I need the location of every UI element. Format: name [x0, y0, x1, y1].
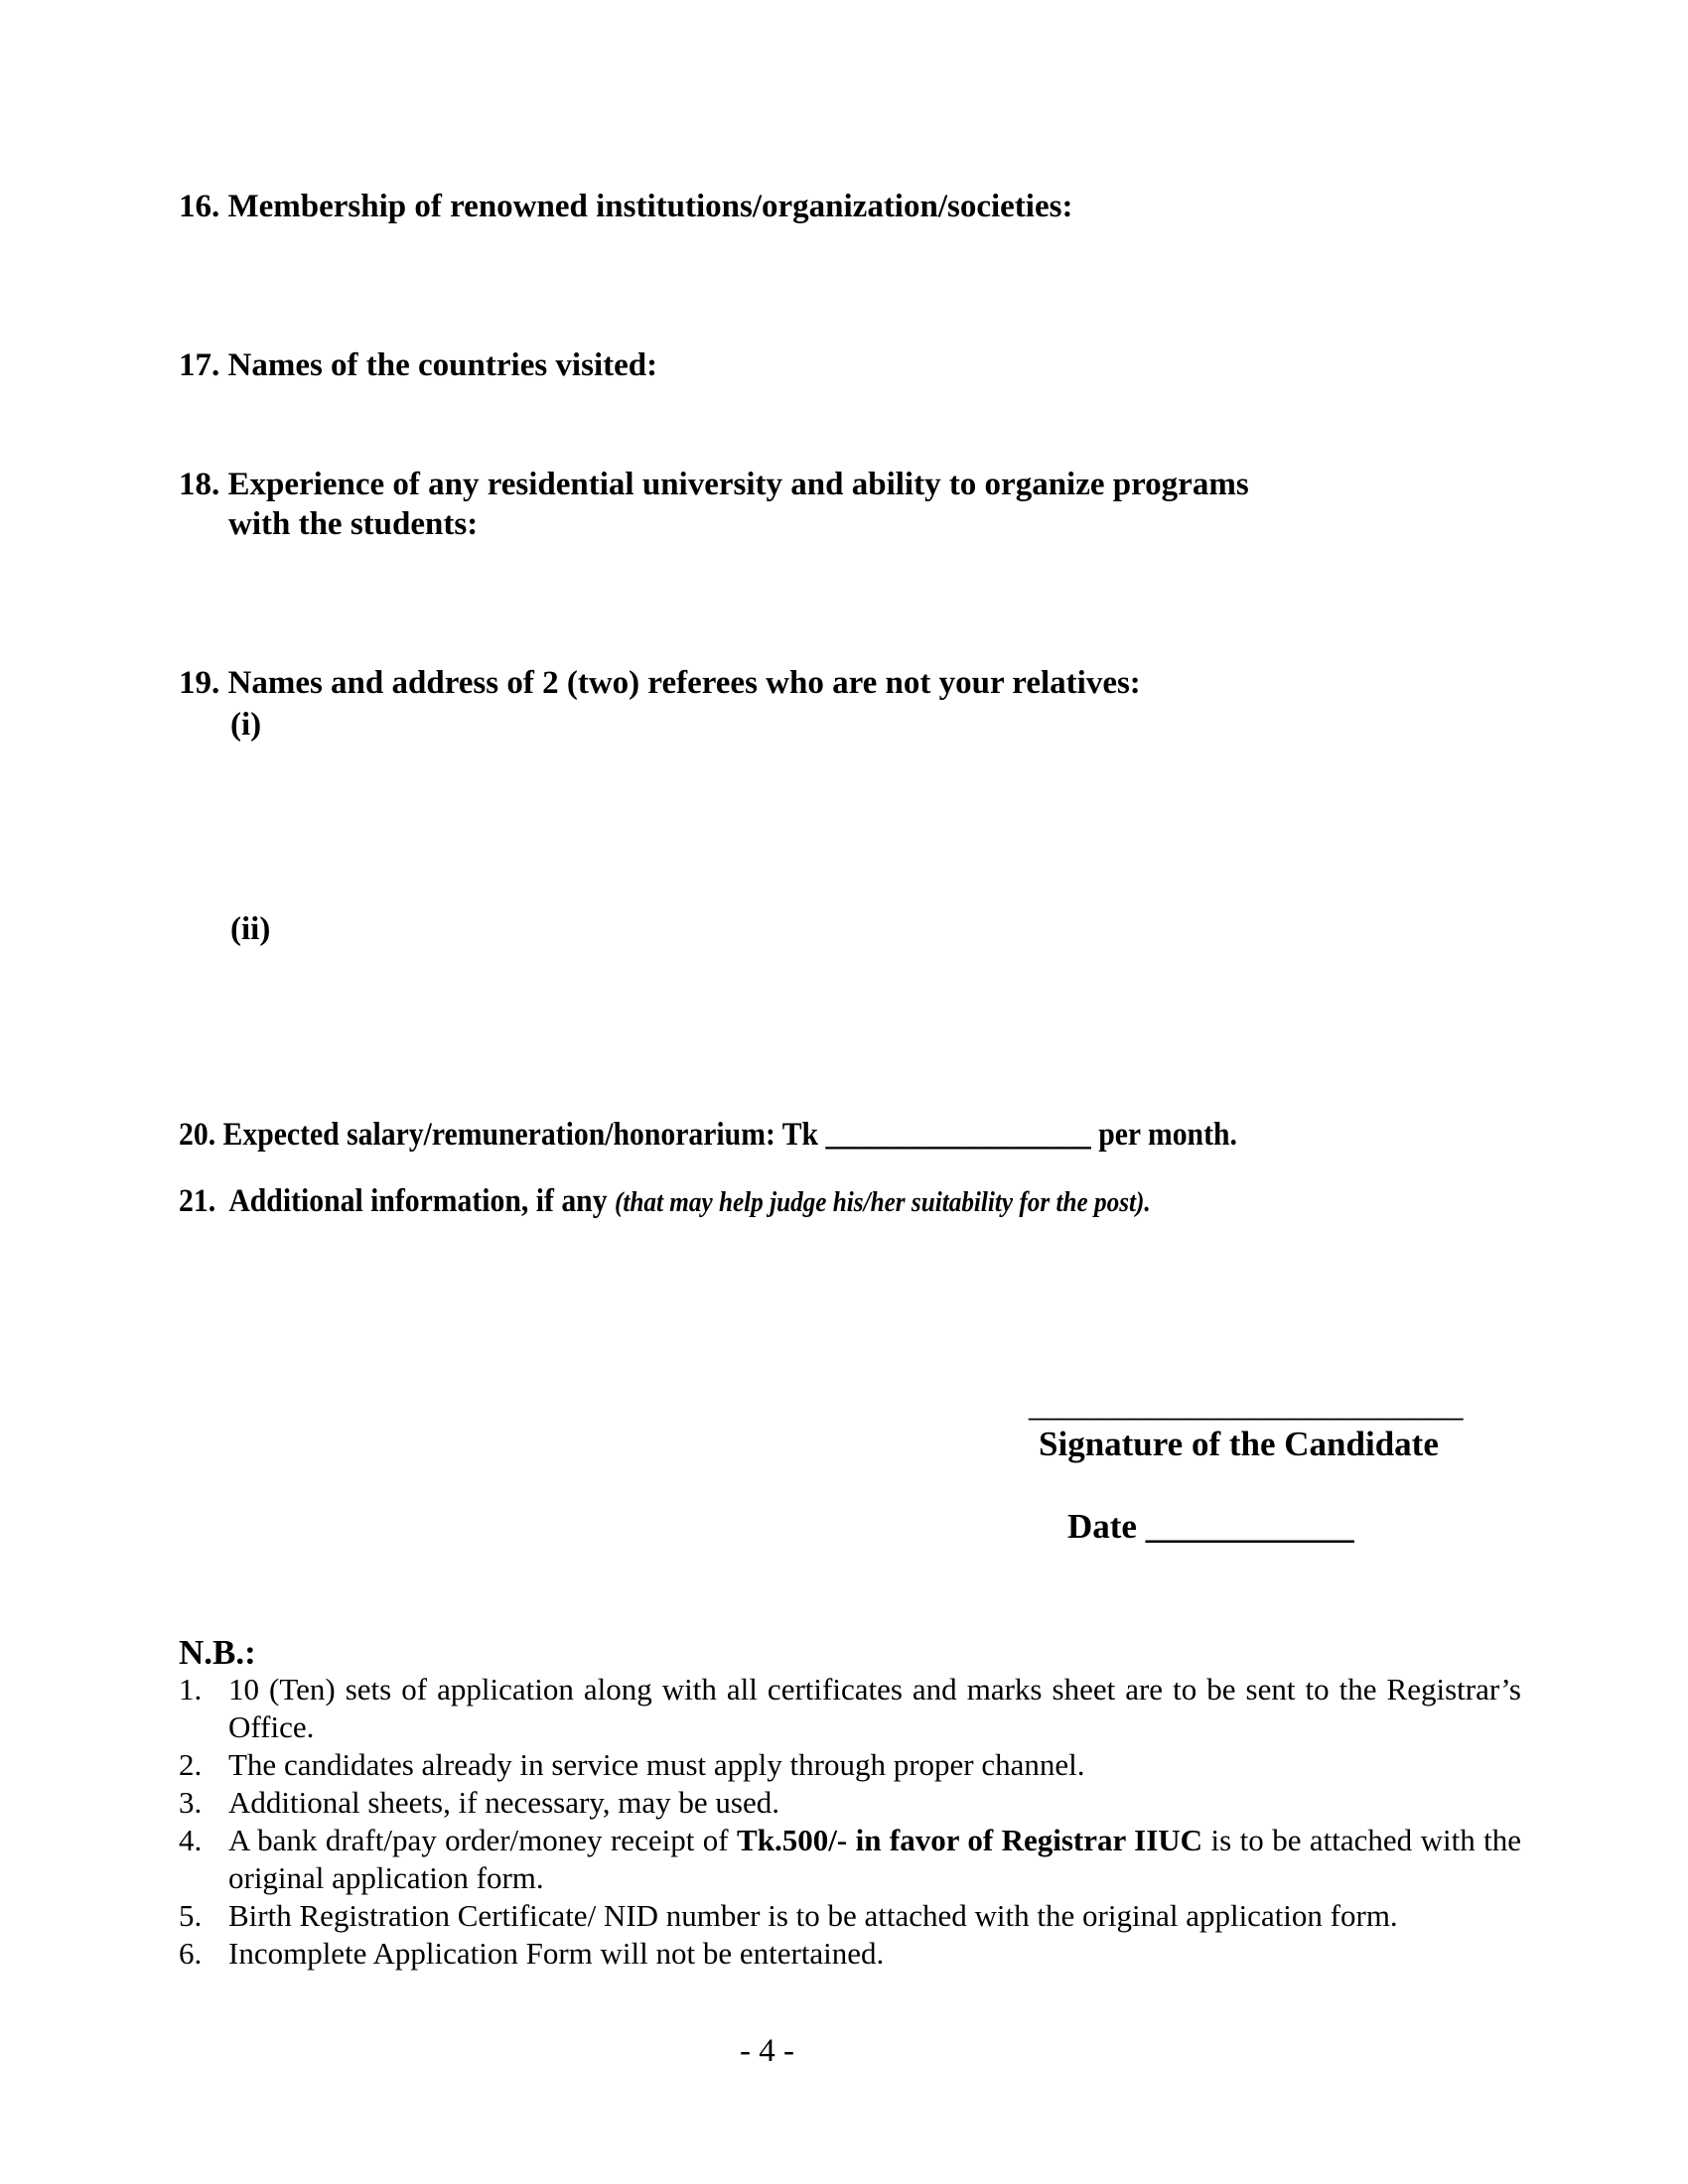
page-number: - 4 -	[740, 2033, 794, 2069]
referee-i-label: (i)	[230, 707, 262, 743]
question-19	[179, 665, 1141, 702]
nb-list	[179, 1671, 1521, 1973]
nb-item-index: 6.	[179, 1936, 203, 1971]
nb-item	[179, 1822, 1521, 1897]
nb-item	[179, 1671, 1521, 1746]
nb-item-index: 2.	[179, 1747, 203, 1782]
question-number: 16.	[179, 189, 220, 224]
nb-item	[179, 1935, 1521, 1973]
question-text-line2: with the students:	[228, 506, 479, 542]
date-blank[interactable]: ____________	[1145, 1507, 1354, 1546]
referee-ii-label: (ii)	[230, 911, 271, 947]
question-16	[179, 189, 1072, 225]
nb-item-index: 3.	[179, 1785, 203, 1820]
nb-item	[179, 1746, 1521, 1784]
question-text: Names of the countries visited:	[227, 347, 658, 383]
question-18-continuation	[228, 506, 478, 543]
question-text: Expected salary/remuneration/honorarium: Tk	[222, 1117, 819, 1153]
nb-item-index: 4.	[179, 1823, 203, 1857]
question-number: 17.	[179, 347, 220, 383]
salary-suffix: per month.	[1098, 1117, 1237, 1153]
question-21	[179, 1183, 1151, 1220]
nb-item-text	[228, 1822, 1521, 1897]
date-field	[1067, 1507, 1354, 1547]
nb-item	[179, 1897, 1521, 1935]
nb-item-text: The candidates already in service must apply through proper channel.	[228, 1747, 1085, 1782]
question-text: Additional information, if any	[228, 1183, 608, 1219]
nb-item-text-bold: Tk.500/- in favor of Registrar IIUC	[737, 1823, 1203, 1857]
nb-item-index: 1.	[179, 1672, 203, 1706]
question-text: Membership of renowned institutions/organization/societies:	[227, 189, 1073, 224]
question-17	[179, 347, 657, 384]
nb-item-text-before: A bank draft/pay order/money receipt of	[228, 1823, 729, 1857]
question-number: 19.	[179, 665, 220, 701]
nb-title: N.B.:	[179, 1633, 256, 1672]
nb-item-text: Incomplete Application Form will not be entertained.	[228, 1936, 885, 1971]
nb-item-index: 5.	[179, 1898, 203, 1933]
nb-item-text: 10 (Ten) sets of application along with all certificates and marks sheet are to be sent to the Registrar’s Office.	[228, 1672, 1521, 1744]
nb-item	[179, 1784, 1521, 1822]
signature-line[interactable]: _________________________	[1029, 1385, 1464, 1424]
nb-item-text: Additional sheets, if necessary, may be used.	[228, 1785, 779, 1820]
question-number: 18.	[179, 467, 220, 502]
question-text-line1: Experience of any residential university and ability to organize programs	[227, 467, 1249, 502]
question-number: 21.	[179, 1183, 216, 1219]
salary-blank[interactable]: __________________	[825, 1117, 1091, 1153]
question-hint: (that may help judge his/her suitability for the post).	[614, 1187, 1151, 1218]
question-18	[179, 467, 1249, 503]
signature-label: Signature of the Candidate	[1039, 1425, 1439, 1463]
question-number: 20.	[179, 1117, 216, 1153]
nb-item-text: Birth Registration Certificate/ NID number is to be attached with the original application form.	[228, 1898, 1398, 1933]
question-text: Names and address of 2 (two) referees who are not your relatives:	[227, 665, 1141, 701]
nb-item-text-after: is to be attached with the original application form.	[228, 1823, 1522, 1895]
question-20	[179, 1117, 1237, 1154]
date-label: Date	[1067, 1507, 1137, 1546]
